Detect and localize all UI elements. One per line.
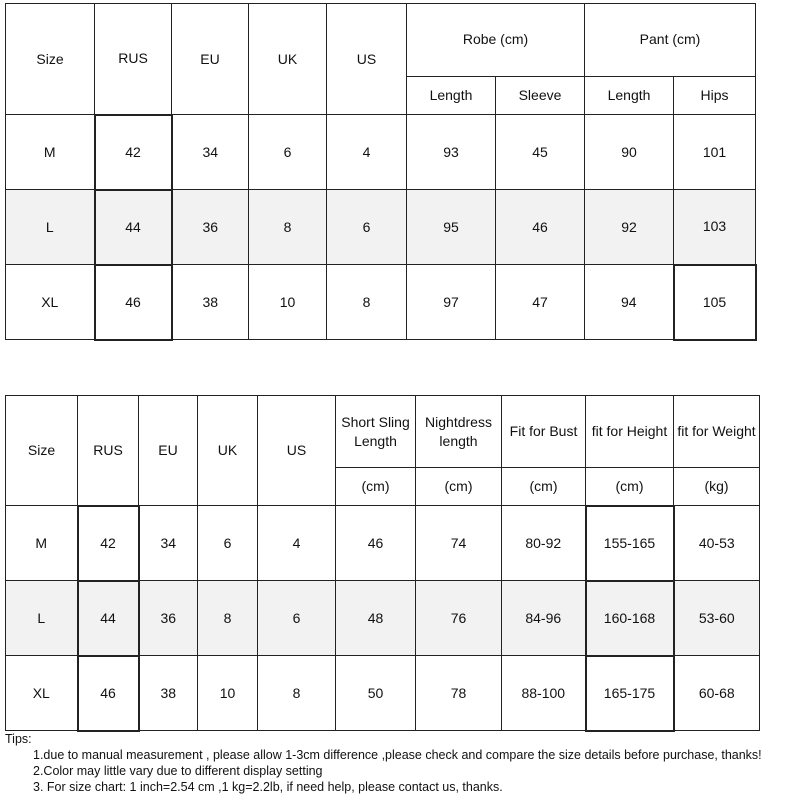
cell-us: 6: [258, 581, 336, 656]
cell-robe-length: 95: [407, 190, 496, 265]
tips-title: Tips:: [5, 732, 32, 746]
cell-size: L: [6, 190, 95, 265]
header-us: US: [327, 4, 407, 115]
unit-weight: (kg): [674, 468, 760, 506]
cell-size: XL: [6, 265, 95, 340]
header-eu: EU: [139, 396, 198, 506]
header-nightdress-length: Nightdress length: [416, 396, 502, 468]
cell-nightdress: 76: [416, 581, 502, 656]
cell-nightdress: 74: [416, 506, 502, 581]
cell-nightdress: 78: [416, 656, 502, 731]
cell-us: 8: [258, 656, 336, 731]
cell-size: M: [6, 115, 95, 190]
header-robe-sleeve: Sleeve: [496, 76, 585, 114]
cell-uk: 6: [198, 506, 258, 581]
cell-pant-length: 92: [585, 190, 674, 265]
unit-sling: (cm): [336, 468, 416, 506]
cell-us: 6: [327, 190, 407, 265]
cell-eu: 36: [172, 190, 249, 265]
cell-size: XL: [6, 656, 78, 731]
header-uk: UK: [198, 396, 258, 506]
header-pant-length: Length: [585, 76, 674, 114]
cell-fit-weight: 60-68: [674, 656, 760, 731]
cell-eu: 36: [139, 581, 198, 656]
cell-us: 4: [258, 506, 336, 581]
size-table-robe-pant: [5, 3, 757, 341]
cell-rus: 46: [78, 656, 139, 731]
cell-rus: 46: [95, 265, 172, 340]
cell-rus: 44: [78, 581, 139, 656]
table-row: [6, 190, 756, 265]
cell-uk: 6: [249, 115, 327, 190]
cell-robe-sleeve: 45: [496, 115, 585, 190]
cell-robe-sleeve: 46: [496, 190, 585, 265]
cell-pant-hips: 103: [674, 190, 756, 265]
unit-nightdress: (cm): [416, 468, 502, 506]
tip-item: 1.due to manual measurement , please allow 1-3cm difference ,please check and compare the size details before purchase, thanks!: [33, 748, 762, 762]
cell-pant-hips: 105: [674, 265, 756, 340]
cell-pant-length: 90: [585, 115, 674, 190]
cell-uk: 8: [249, 190, 327, 265]
cell-eu: 34: [139, 506, 198, 581]
cell-uk: 10: [198, 656, 258, 731]
cell-us: 4: [327, 115, 407, 190]
cell-rus: 44: [95, 190, 172, 265]
tips-section: [5, 731, 800, 795]
header-rus: RUS: [78, 396, 139, 506]
header-uk: UK: [249, 4, 327, 115]
table-row: [6, 581, 760, 656]
table-row: [6, 115, 756, 190]
cell-robe-length: 97: [407, 265, 496, 340]
header-size: Size: [6, 396, 78, 506]
cell-fit-bust: 80-92: [502, 506, 586, 581]
header-rus: RUS: [95, 4, 172, 115]
tip-item: 3. For size chart: 1 inch=2.54 cm ,1 kg=2.2lb, if need help, please contact us, thanks.: [33, 780, 503, 794]
table-row: [6, 656, 760, 731]
cell-fit-bust: 88-100: [502, 656, 586, 731]
cell-short-sling: 48: [336, 581, 416, 656]
cell-fit-height: 155-165: [586, 506, 674, 581]
unit-bust: (cm): [502, 468, 586, 506]
cell-fit-height: 160-168: [586, 581, 674, 656]
header-robe-length: Length: [407, 76, 496, 114]
header-fit-weight: fit for Weight: [674, 396, 760, 468]
cell-pant-hips: 101: [674, 115, 756, 190]
header-fit-bust: Fit for Bust: [502, 396, 586, 468]
table-row: [6, 506, 760, 581]
unit-height: (cm): [586, 468, 674, 506]
header-us: US: [258, 396, 336, 506]
header-size: Size: [6, 4, 95, 115]
header-robe: Robe (cm): [407, 4, 585, 77]
cell-us: 8: [327, 265, 407, 340]
cell-fit-weight: 53-60: [674, 581, 760, 656]
cell-robe-length: 93: [407, 115, 496, 190]
cell-fit-height: 165-175: [586, 656, 674, 731]
cell-fit-bust: 84-96: [502, 581, 586, 656]
cell-eu: 34: [172, 115, 249, 190]
cell-size: L: [6, 581, 78, 656]
header-pant-hips: Hips: [674, 76, 756, 114]
cell-eu: 38: [172, 265, 249, 340]
size-table-nightwear: [5, 395, 760, 732]
cell-uk: 8: [198, 581, 258, 656]
header-eu: EU: [172, 4, 249, 115]
cell-robe-sleeve: 47: [496, 265, 585, 340]
cell-short-sling: 50: [336, 656, 416, 731]
cell-uk: 10: [249, 265, 327, 340]
cell-pant-length: 94: [585, 265, 674, 340]
cell-size: M: [6, 506, 78, 581]
cell-eu: 38: [139, 656, 198, 731]
cell-fit-weight: 40-53: [674, 506, 760, 581]
cell-rus: 42: [95, 115, 172, 190]
header-short-sling-length: Short Sling Length: [336, 396, 416, 468]
cell-rus: 42: [78, 506, 139, 581]
header-fit-height: fit for Height: [586, 396, 674, 468]
table-row: [6, 265, 756, 340]
cell-short-sling: 46: [336, 506, 416, 581]
header-pant: Pant (cm): [585, 4, 756, 77]
tip-item: 2.Color may little vary due to different display setting: [33, 764, 323, 778]
